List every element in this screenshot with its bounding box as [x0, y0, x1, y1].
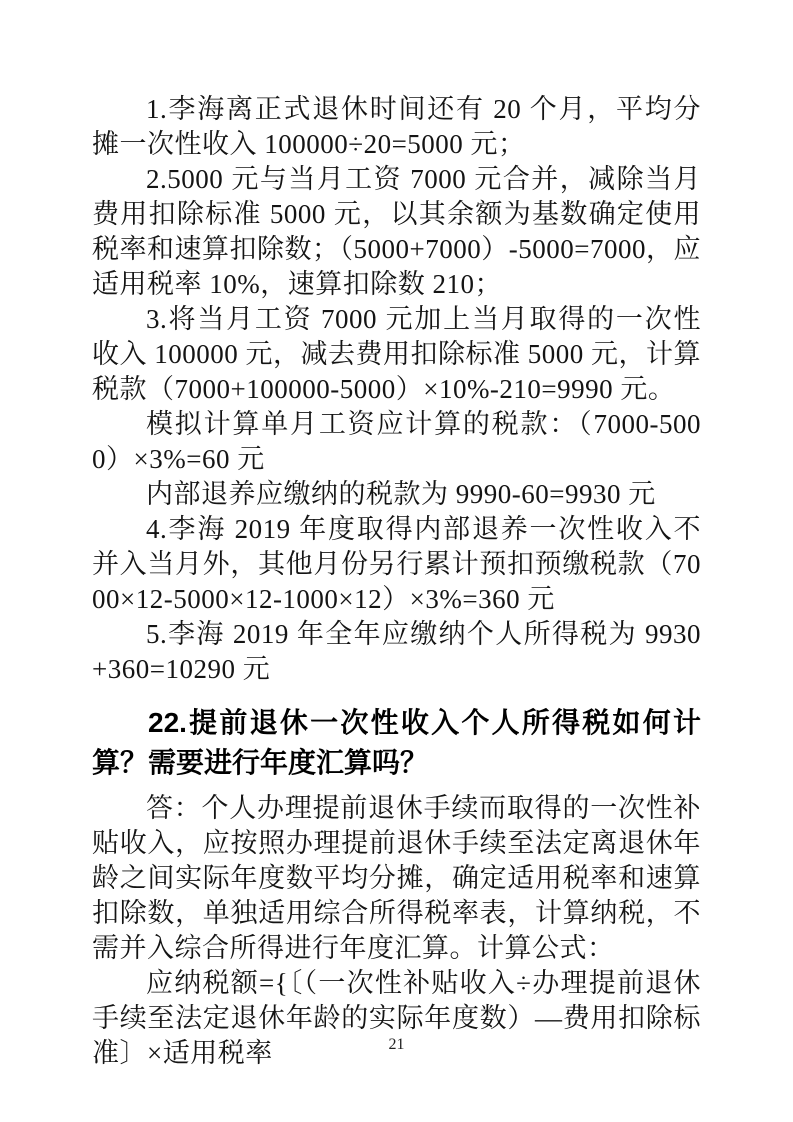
paragraph-answer: 答：个人办理提前退休手续而取得的一次性补贴收入，应按照办理提前退休手续至法定离退休年龄之间实际年度数平均分摊，确定适用税率和速算扣除数，单独适用综合所得税率表，计算纳税，不需并入综合所得进行年度汇算。计算公式：	[92, 793, 701, 963]
answer-section	[92, 791, 701, 1071]
question-22-heading: 22.提前退休一次性收入个人所得税如何计算？需要进行年度汇算吗？	[92, 707, 701, 778]
page-number: 21	[388, 1036, 405, 1053]
paragraph-step-5: 5.李海 2019 年全年应缴纳个人所得税为 9930+360=10290 元	[92, 619, 701, 684]
paragraph-formula: 应纳税额={〔（一次性补贴收入÷办理提前退休手续至法定退休年龄的实际年度数）—费用扣除标准〕×适用税率	[92, 968, 701, 1068]
example-calculation-section	[92, 92, 701, 687]
paragraph-internal-retirement-tax: 内部退养应缴纳的税款为 9990-60=9930 元	[146, 479, 656, 509]
paragraph-step-2: 2.5000 元与当月工资 7000 元合并，减除当月费用扣除标准 5000 元，以其余额为基数确定使用税率和速算扣除数；（5000+7000）-5000=7000，应适用税率 10%，速算扣除数 210；	[92, 164, 701, 299]
paragraph-step-4: 4.李海 2019 年度取得内部退养一次性收入不并入当月外，其他月份另行累计预扣预缴税款（7000×12-5000×12-1000×12）×3%=360 元	[92, 514, 701, 614]
paragraph-simulated-monthly-tax: 模拟计算单月工资应计算的税款：（7000-5000）×3%=60 元	[92, 409, 701, 474]
paragraph-step-3: 3.将当月工资 7000 元加上当月取得的一次性收入 100000 元，减去费用扣除标准 5000 元，计算税款（7000+100000-5000）×10%-210=9990 元。	[92, 304, 701, 404]
paragraph-step-1: 1.李海离正式退休时间还有 20 个月，平均分摊一次性收入 100000÷20=5000 元；	[92, 94, 701, 159]
